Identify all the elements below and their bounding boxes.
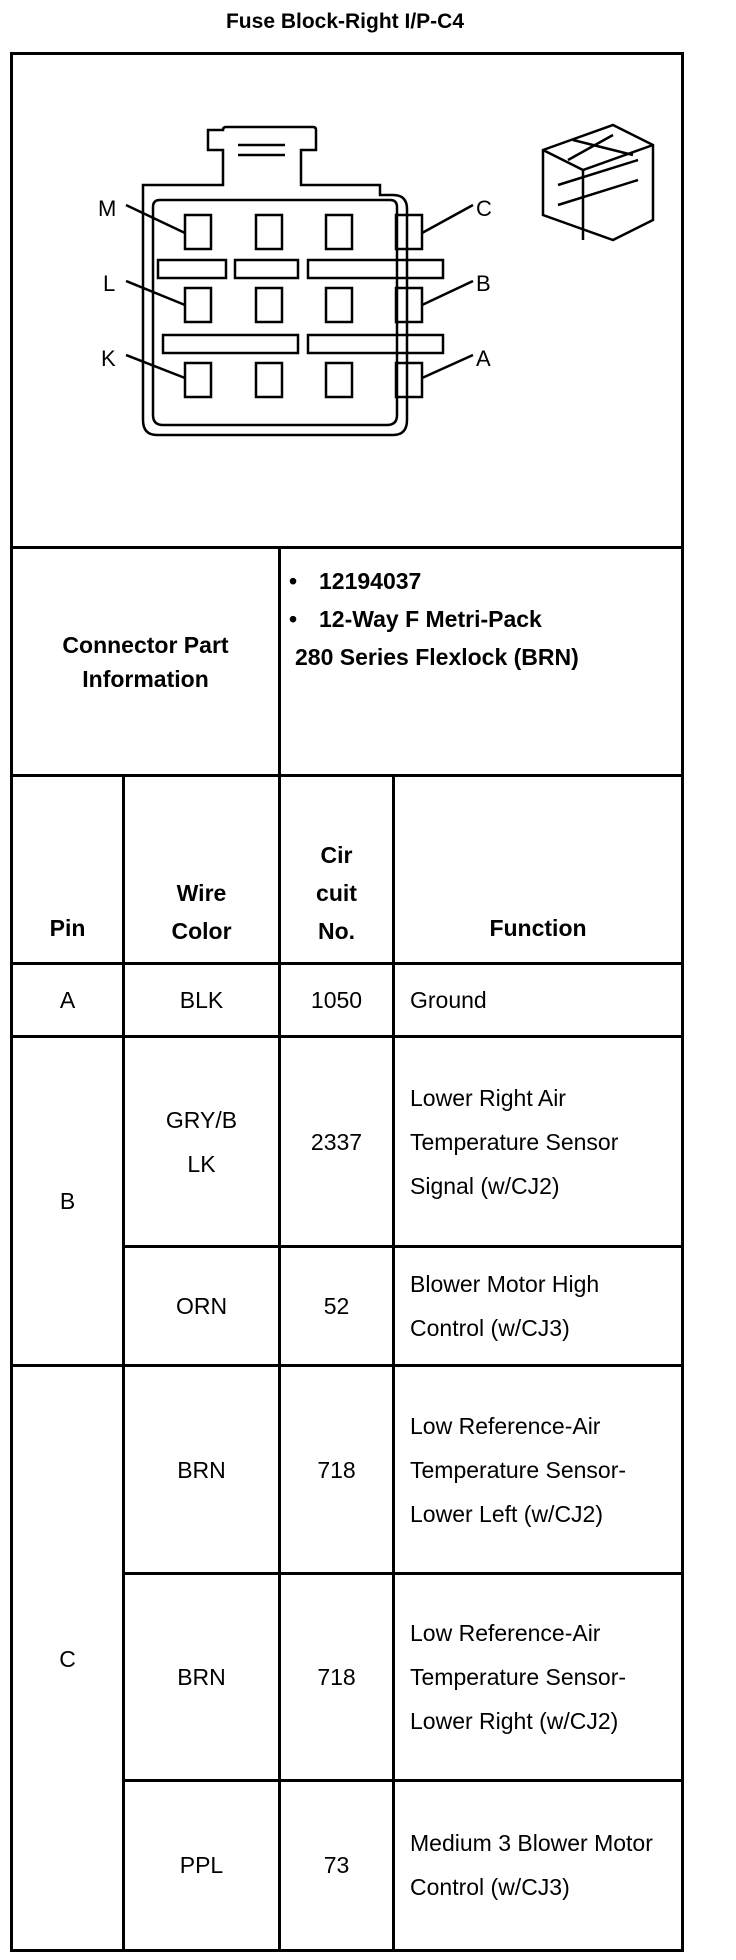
pin-label-m: M	[98, 196, 117, 221]
pin-label-k: K	[101, 346, 116, 371]
function-cell: Low Reference-Air Temperature Sensor-Lower Left (w/CJ2)	[410, 1412, 627, 1527]
wire-color-cell: GRY/B LK	[165, 1106, 238, 1177]
connector-part-details	[281, 562, 681, 762]
header-circuit-number: Cir cuit No.	[316, 842, 357, 944]
function-cell: Low Reference-Air Temperature Sensor-Lower Right (w/CJ2)	[410, 1620, 627, 1734]
pin-label-l: L	[103, 271, 116, 296]
connector-diagram	[13, 55, 681, 545]
part-number-item: • 12194037	[289, 568, 422, 594]
circuit-cell: 718	[317, 1456, 356, 1483]
pin-label-c: C	[476, 196, 492, 221]
part-type-item: • 12-Way F Metri-Pack	[289, 606, 542, 632]
function-cell: Blower Motor High Control (w/CJ3)	[410, 1271, 600, 1341]
wire-color-cell: BRN	[177, 1664, 226, 1690]
circuit-cell: 1050	[310, 987, 363, 1013]
connector-part-label: Connector Part Information	[62, 631, 229, 692]
circuit-cell: 718	[317, 1664, 356, 1690]
circuit-cell: 73	[323, 1851, 350, 1878]
function-cell: Ground	[410, 987, 487, 1013]
wire-color-cell: BLK	[179, 987, 224, 1013]
header-pin: Pin	[49, 915, 86, 941]
header-wire-color: Wire Color	[171, 880, 232, 944]
pin-cell: B	[59, 1188, 76, 1214]
function-cell: Medium 3 Blower Motor Control (w/CJ3)	[410, 1829, 653, 1900]
circuit-cell: 2337	[310, 1128, 363, 1155]
pin-cell: C	[59, 1645, 76, 1672]
wire-color-cell: PPL	[179, 1851, 224, 1878]
pin-label-b: B	[476, 271, 491, 296]
function-cell: Lower Right Air Temperature Sensor Signal (w/CJ2)	[410, 1084, 619, 1199]
header-function: Function	[489, 915, 587, 941]
pin-label-a: A	[476, 346, 491, 371]
page-title: Fuse Block-Right I/P-C4	[225, 10, 465, 33]
pin-cell: A	[59, 987, 76, 1013]
part-type-continuation: 280 Series Flexlock (BRN)	[295, 644, 579, 670]
circuit-cell: 52	[323, 1293, 350, 1319]
wire-color-cell: ORN	[175, 1293, 228, 1319]
wire-color-cell: BRN	[177, 1456, 226, 1483]
